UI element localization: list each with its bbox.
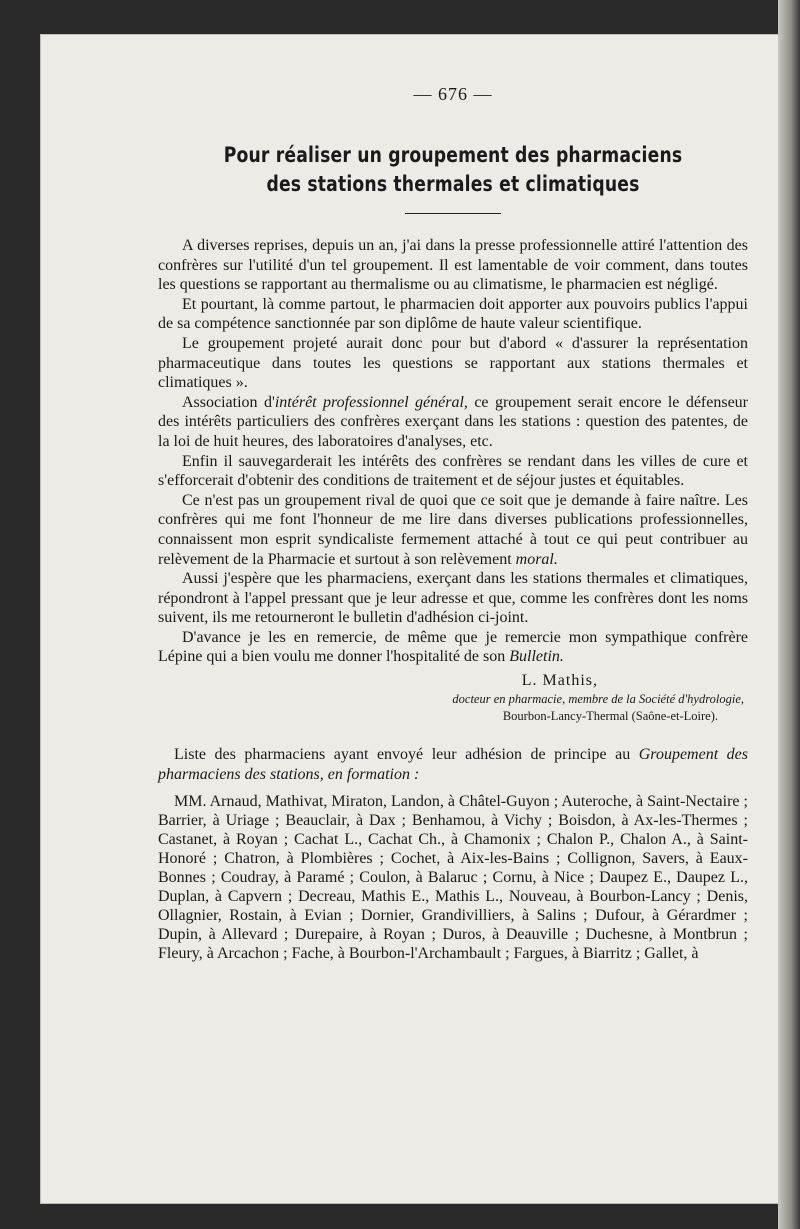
paragraph-8	[158, 628, 748, 667]
paragraph-2: Et pourtant, là comme partout, le pharmacien doit apporter aux pouvoirs publics l'appui de sa compétence sanctionnée par son diplôme de haute valeur scientifique.	[158, 295, 748, 333]
signature-role: docteur en pharmacie, membre de la Société d'hydrologie,	[452, 692, 744, 707]
paragraph-7: Aussi j'espère que les pharmaciens, exerçant dans les stations thermales et climatiques, répondront à l'appel pressant que je leur adresse et que, comme les confrères dont les noms suivent, ils me retourneront le bulletin d'adhésion ci-joint.	[158, 570, 748, 627]
paragraph-4	[158, 393, 748, 452]
list-intro-italic: Groupement des pharmaciens des stations, en formation :	[158, 746, 749, 783]
paragraph-4-end: ce groupement serait encore le défenseur des intérêts particuliers des confrères exerçant dans les stations : question des patentes, de la loi de huit heures, des laboratoires d'analyses, etc.	[158, 393, 748, 450]
member-list: MM. Arnaud, Mathivat, Miraton, Landon, à Châtel-Guyon ; Auteroche, à Saint-Nectaire ; Barrier, à Uriage ; Beauclair, à Dax ; Benhamou, à Vichy ; Boisdon, à Ax-les-Thermes ; Castanet, à Royan ; Cachat L., Cachat Ch., à Chamonix ; Chalon P., Chalon A., à Saint-Honoré ; Chatron, à Plombières ; Cochet, à Aix-les-Bains ; Collignon, Savers, à Eaux-Bonnes ; Coudray, à Paramé ; Coulon, à Balaruc ; Cornu, à Nice ; Daupez E., Daupez L., Duplan, à Capvern ; Decreau, Mathis E., Mathis L., Nouveau, à Bourbon-Lancy ; Denis, Ollagnier, Rostain, à Evian ; Dornier, Grandivilliers, à Salins ; Dufour, à Gérardmer ; Dupin, à Allevard ; Durepaire, à Royan ; Duros, à Deauville ; Duchesne, à Montbrun ; Fleury, à Arcachon ; Fache, à Bourbon-l'Archambault ; Fargues, à Biarritz ; Gallet, à	[158, 793, 748, 963]
signature-place: Bourbon-Lancy-Thermal (Saône-et-Loire).	[502, 709, 718, 724]
paragraph-4-start: Association d'	[182, 393, 275, 411]
list-intro-start: Liste des pharmaciens ayant envoyé leur adhésion de principe au	[174, 746, 639, 764]
paragraph-4-italic: intérêt professionnel général,	[274, 393, 468, 411]
paragraph-8-italic: Bulletin.	[509, 648, 564, 666]
paragraph-8-start: D'avance je les en remercie, de même que je remercie mon sympathique confrère Lépine qui a bien voulu me donner l'hospitalité de son	[158, 628, 748, 666]
page-number: — 676 —	[413, 84, 493, 104]
paragraph-6	[158, 491, 748, 569]
paragraph-3: Le groupement projeté aurait donc pour but d'abord « d'assurer la représentation pharmaceutique dans toutes les questions se rapportant aux stations thermales et climatiques ».	[158, 334, 748, 392]
paragraph-6-start: Ce n'est pas un groupement rival de quoi que ce soit que je demande à faire naître. Les confrères qui me font l'honneur de me lire dans diverses publications professionnelles, connaissent mon esprit syndicaliste fermement attaché à tout ce qui peut contribuer au relèvement de la Pharmacie et surtout à son relèvement	[158, 491, 748, 568]
page-sheet	[40, 34, 782, 1204]
article-title-line-2: des stations thermales et climatiques	[266, 172, 640, 196]
paragraph-5: Enfin il sauvegarderait les intérêts des confrères se rendant dans les villes de cure et s'efforcerait d'obtenir des conditions de traitement et de séjour justes et équitables.	[158, 452, 748, 490]
paragraph-1: A diverses reprises, depuis un an, j'ai dans la presse professionnelle attiré l'attention des confrères sur l'utilité d'un tel groupement. Il est lamentable de voir comment, dans toutes les questions se rapportant au thermalisme ou au climatisme, le pharmacien est négligé.	[158, 237, 748, 294]
paragraph-6-italic: moral.	[515, 550, 558, 568]
text-block	[158, 84, 748, 963]
book-spine-edge	[778, 0, 800, 1229]
list-intro	[158, 745, 748, 784]
title-divider	[405, 213, 501, 214]
signature-name: L. Mathis,	[521, 672, 598, 690]
article-title-line-1: Pour réaliser un groupement des pharmaciens	[223, 143, 683, 167]
